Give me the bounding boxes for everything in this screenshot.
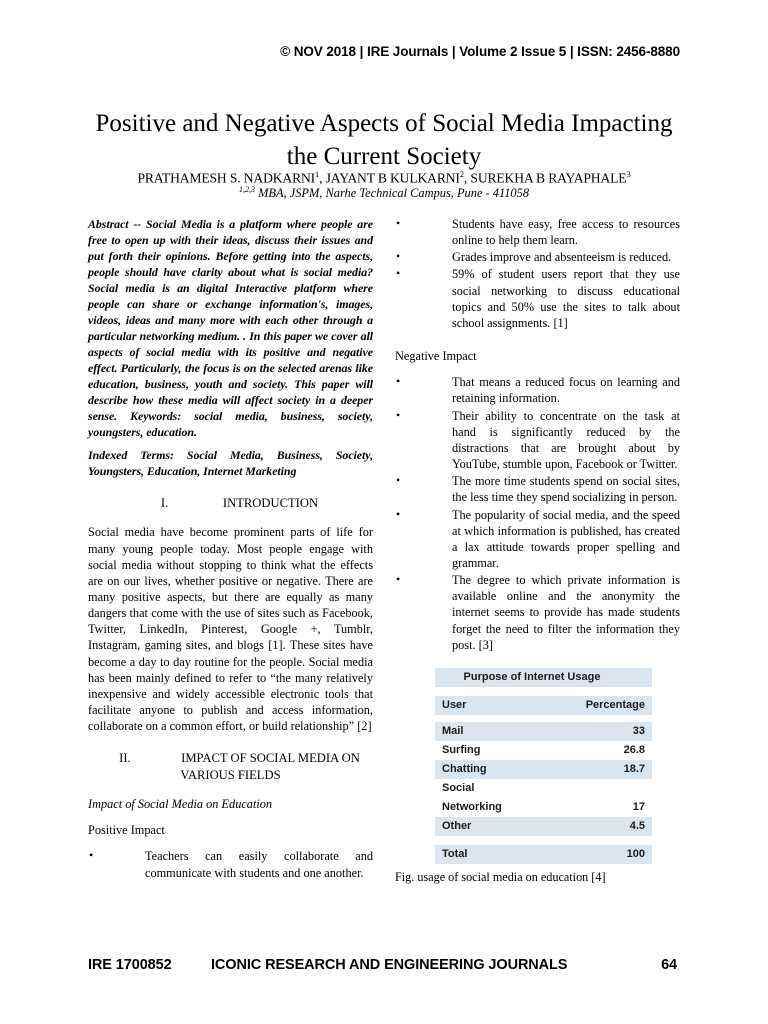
row-label-other: Other [435,817,544,836]
row-value-mail: 33 [544,722,653,741]
bullet-icon: • [89,848,94,863]
positive-impact-list-left [88,848,373,880]
author-separator-2: , [463,170,471,186]
row-value-surfing: 26.8 [544,741,653,760]
table-row [435,741,652,760]
bullet-icon: • [396,473,401,488]
table-row [435,722,652,741]
list-item-text: The degree to which private information is available online and the anonymity the internet seems to provide has made students forget the need to filter the information they post. [3] [452,573,680,652]
list-item [88,848,373,880]
section-heading-impact [88,750,373,783]
list-item [395,408,680,473]
section-heading-introduction [88,495,373,511]
author-affiliation [88,185,680,201]
footer-journal-name: ICONIC RESEARCH AND ENGINEERING JOURNALS [211,957,568,973]
negative-impact-list [395,374,680,653]
spacer-cell [435,836,544,845]
bullet-icon: • [396,374,401,389]
spacer-cell [544,715,653,722]
row-label-mail: Mail [435,722,544,741]
table-row [435,817,652,836]
positive-impact-list-right [395,216,680,331]
footer-paper-id: IRE 1700852 [88,957,172,973]
bullet-icon: • [396,506,401,521]
list-item [395,507,680,572]
list-item [395,374,680,406]
author-list [88,169,680,187]
author-1-name: PRATHAMESH S. NADKARNI [137,170,316,186]
bullet-icon: • [396,249,401,264]
author-3-name: SUREKHA B RAYAPHALE [470,170,627,186]
table-title-row [435,668,652,687]
bullet-icon: • [396,572,401,587]
section-numeral-2: II. [119,751,131,766]
author-separator-1: , [319,170,326,186]
section-title-2-line2: VARIOUS FIELDS [180,767,281,782]
section-title-1: INTRODUCTION [222,496,319,510]
row-label-social: Social [435,779,544,798]
list-item-text: The popularity of social media, and the speed at which information is published, has created a lax attitude towards proper spelling and grammar. [452,507,680,570]
list-item [395,572,680,653]
table-row [435,798,652,817]
indexed-terms: Indexed Terms: Social Media, Business, Society, Youngsters, Education, Internet Marketing [88,448,373,478]
row-label-networking: Networking [435,798,544,817]
row-value-social-networking: 17 [544,798,653,817]
bullet-icon: • [396,407,401,422]
table-header-row [435,696,652,715]
column-header-user: User [435,696,544,715]
row-value-social-blank [544,779,653,798]
right-column [395,216,680,895]
row-label-total: Total [435,845,544,864]
author-2-superscript: 2 [459,169,464,179]
list-item-text: Students have easy, free access to resources online to help them learn. [452,217,680,248]
affiliation-text: MBA, JSPM, Narhe Technical Campus, Pune - 411058 [254,186,530,201]
list-item-text: Grades improve and absenteeism is reduced. [452,250,672,265]
bullet-icon: • [396,266,401,281]
abstract-paragraph: Abstract -- Social Media is a platform where people are free to open up with their ideas, discuss their issues and put forth their opinions. Before getting into the aspects, people should have clarity about what is social media? Social media is an digital Interactive platform where people can share or exchange information's, images, videos, ideas and many more with each other through a particular networking medium. . In this paper we cover all aspects of social media with its positive and negative effect. Particularly, the focus is on the selected arenas like education, business, youth and society. This paper will describe how these media will affect society in a deeper sense. Keywords: social media, business, society, youngsters, education. [88,217,373,439]
affiliation-superscript: 1,2,3 [238,185,255,194]
table-spacer-row [435,687,652,696]
usage-table-wrapper [395,667,680,869]
list-item [395,473,680,505]
author-3-superscript: 3 [626,169,631,179]
row-label-chatting: Chatting [435,760,544,779]
list-item [395,249,680,265]
table-spacer-row [435,715,652,722]
row-label-surfing: Surfing [435,741,544,760]
list-item-text: That means a reduced focus on learning and retaining information. [452,375,680,406]
left-column [88,216,373,882]
section-title-2-line1: IMPACT OF SOCIAL MEDIA ON [181,751,360,766]
list-item-text: The more time students spend on social sites, the less time they spend socializing in person. [452,474,680,505]
column-header-percentage: Percentage [544,696,653,715]
list-item [395,216,680,248]
list-item-text: 59% of student users report that they use social networking to discuss educational topics and 50% use the sites to talk about school assignments. [1] [452,267,680,330]
introduction-paragraph: Social media have become prominent parts of life for many young people today. Most people engage with social media without stopping to think what the effects are on our lives, whether positive or negative. There are many positive aspects, but there are equally as many dangers that come with the use of sites such as Facebook, Twitter, LinkedIn, Pinterest, Google +, Tumblr, Instagram, gaming sites, and blogs [1]. These sites have become a day to day routine for the people. Social media has been mainly defined to refer to “the many relatively inexpensive and widely accessible electronic tools that facilitate anyone to publish and access information, collaborate on a common effort, or build relationship” [2] [88,525,373,734]
spacer-cell [544,836,653,845]
internet-usage-table [435,668,652,864]
list-item-text: Teachers can easily collaborate and communicate with students and one another. [145,849,373,880]
table-spacer-row [435,836,652,845]
bullet-icon: • [396,216,401,230]
author-2-name: JAYANT B KULKARNI [325,170,460,186]
author-1-superscript: 1 [315,169,320,179]
spacer-cell [544,687,653,696]
positive-impact-label: Positive Impact [88,823,165,838]
running-head: © NOV 2018 | IRE Journals | Volume 2 Issue 5 | ISSN: 2456-8880 [280,44,680,59]
page-title: Positive and Negative Aspects of Social Media Impacting the Current Society [95,109,673,171]
table-title-cell: Purpose of Internet Usage [435,668,652,687]
spacer-cell [435,687,544,696]
row-value-total: 100 [544,845,653,864]
section-numeral-1: I. [160,496,169,510]
table-total-row [435,845,652,864]
footer-page-number: 64 [661,957,677,973]
abstract-block [88,216,373,479]
row-value-other: 4.5 [544,817,653,836]
list-item [395,266,680,331]
table-row [435,779,652,798]
negative-impact-label: Negative Impact [395,349,477,364]
usage-table-border [434,667,653,865]
table-row [435,760,652,779]
list-item-text: Their ability to concentrate on the task at hand is significantly reduced by the distractions that are brought about by YouTube, stumble upon, Facebook or Twitter. [452,408,680,472]
row-value-chatting: 18.7 [544,760,653,779]
subheading-education: Impact of Social Media on Education [88,797,273,812]
figure-caption: Fig. usage of social media on education [4] [395,870,606,885]
spacer-cell [435,715,544,722]
